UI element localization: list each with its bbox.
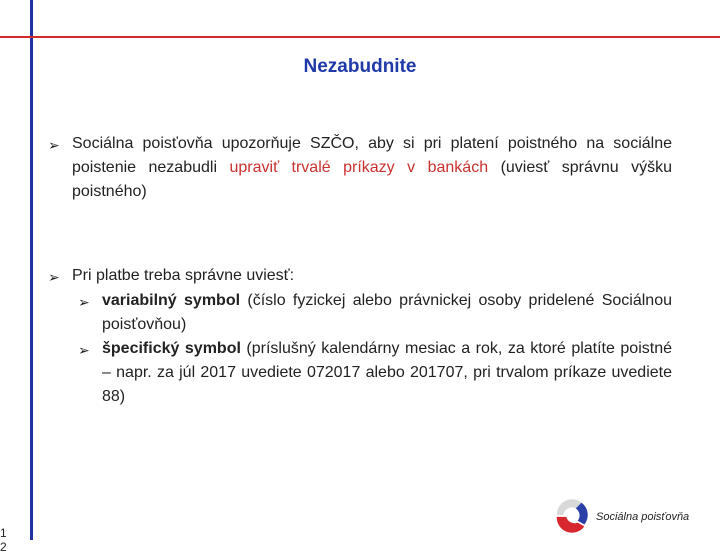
sub-bullet-variable-symbol: ➢ variabilný symbol (číslo fyzickej alebo právnickej osoby pridelené Sociálnou poisťovňou)	[78, 289, 672, 337]
term-variable-symbol: variabilný symbol	[102, 292, 241, 309]
arrow-bullet-icon: ➢	[78, 294, 90, 310]
sub-bullet-specific-symbol: ➢ špecifický symbol (príslušný kalendárny mesiac a rok, za ktoré platíte poistné – napr. za júl 2017 uvediete 072017 alebo 201707, pri trvalom príkaze uvediete 88)	[78, 337, 672, 409]
term-specific-symbol: špecifický symbol	[102, 340, 241, 357]
top-horizontal-rule	[0, 36, 720, 38]
slide-title: Nezabudnite	[303, 56, 417, 77]
bullet-text: Pri platbe treba správne uviesť:	[72, 267, 295, 284]
bullet-text: Sociálna poisťovňa upozorňuje SZČO, aby si pri platení poistného na sociálne poistenie nezabudli upraviť trvalé príkazy v bankách (uviesť správnu výšku poistného)	[72, 135, 673, 200]
bullet-item-1	[48, 132, 672, 204]
left-vertical-rule	[30, 0, 33, 540]
logo-text: Sociálna poisťovňa	[596, 511, 690, 523]
page-number: 1 2	[0, 526, 7, 554]
arrow-bullet-icon: ➢	[48, 269, 60, 285]
highlight-text: upraviť trvalé príkazy v bankách	[229, 159, 489, 176]
social-insurance-logo-icon	[553, 496, 591, 534]
arrow-bullet-icon: ➢	[48, 137, 60, 153]
arrow-bullet-icon: ➢	[78, 342, 90, 358]
bullet-item-2	[48, 264, 672, 409]
